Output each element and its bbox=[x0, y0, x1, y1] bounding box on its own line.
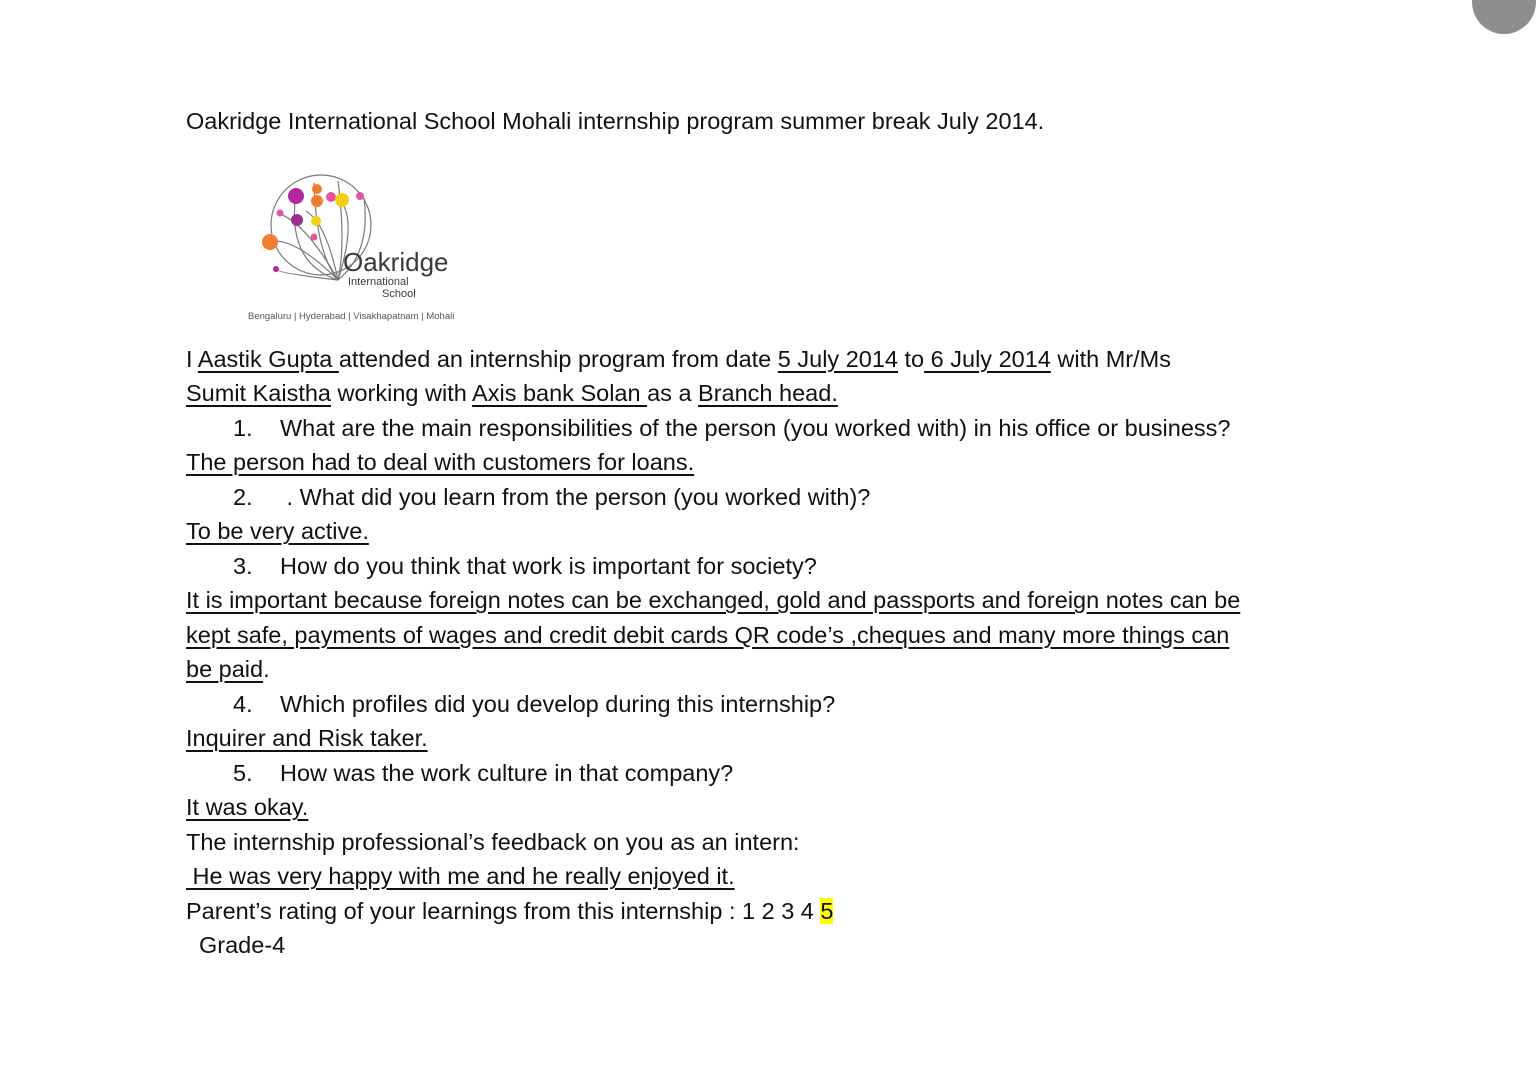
student-name: Aastik Gupta bbox=[197, 345, 339, 372]
rating-selected: 5 bbox=[820, 897, 834, 924]
answer-4 bbox=[186, 721, 1386, 756]
date-from: 5 July 2014 bbox=[777, 345, 898, 372]
grade-label: Grade-4 bbox=[199, 932, 286, 958]
answer-5 bbox=[186, 790, 1386, 825]
answer-text: be paid bbox=[186, 656, 264, 682]
document-body bbox=[186, 104, 1386, 963]
feedback-answer bbox=[186, 859, 1386, 894]
intro-text: to bbox=[897, 345, 925, 372]
question-number: 5. bbox=[233, 759, 253, 786]
question-text: How was the work culture in that company? bbox=[280, 759, 734, 786]
answer-2 bbox=[186, 514, 1386, 549]
answer-text: To be very active. bbox=[186, 518, 369, 544]
question-5 bbox=[186, 756, 1386, 791]
intro-text: attended an internship program from date bbox=[338, 345, 778, 372]
question-1 bbox=[186, 411, 1386, 446]
date-to: 6 July 2014 bbox=[924, 345, 1051, 372]
question-number: 3. bbox=[233, 552, 253, 579]
school-logo bbox=[186, 143, 486, 338]
question-4 bbox=[186, 687, 1386, 722]
rating-label: Parent’s rating of your learnings from this internship : 1 2 3 4 bbox=[186, 897, 821, 924]
corner-circle bbox=[1472, 0, 1536, 34]
intro-line-1 bbox=[186, 342, 1386, 377]
answer-text: It was okay. bbox=[186, 794, 309, 820]
answer-3-line-2 bbox=[186, 618, 1386, 653]
answer-text: He was very happy with me and he really enjoyed it. bbox=[186, 863, 735, 889]
feedback-label: The internship professional’s feedback on you as an intern: bbox=[186, 828, 800, 855]
mentor-name: Sumit Kaistha bbox=[186, 380, 331, 406]
document-heading: Oakridge International School Mohali internship program summer break July 2014. bbox=[186, 108, 1045, 134]
parent-rating bbox=[186, 894, 1386, 929]
answer-text: Inquirer and Risk taker. bbox=[186, 725, 428, 751]
question-text: What are the main responsibilities of the person (you worked with) in his office or business? bbox=[280, 414, 1231, 441]
intro-text: as a bbox=[647, 380, 699, 406]
answer-3-line-3 bbox=[186, 652, 1386, 687]
logo-globe-graphic bbox=[186, 143, 486, 338]
answer-text: The person had to deal with customers for loans. bbox=[186, 449, 695, 475]
question-number: 2. bbox=[233, 483, 253, 510]
mentor-role: Branch head. bbox=[698, 380, 838, 406]
logo-subtitle-school: School bbox=[382, 287, 416, 300]
intro-text: working with bbox=[330, 380, 473, 406]
question-number: 1. bbox=[233, 414, 253, 441]
intro-text: I bbox=[186, 345, 198, 372]
answer-text: . bbox=[263, 656, 270, 682]
question-number: 4. bbox=[233, 690, 253, 717]
answer-3-line-1 bbox=[186, 583, 1386, 618]
question-text: Which profiles did you develop during this internship? bbox=[280, 690, 836, 717]
answer-text: kept safe, payments of wages and credit debit cards QR code’s ,cheques and many more things can bbox=[186, 621, 1230, 648]
intro-line-2 bbox=[186, 376, 1386, 411]
logo-subtitle-international: International bbox=[348, 275, 409, 288]
company-name: Axis bank Solan bbox=[472, 380, 648, 406]
question-text: How do you think that work is important for society? bbox=[280, 552, 817, 579]
question-2 bbox=[186, 480, 1386, 515]
question-text: . What did you learn from the person (you worked with)? bbox=[280, 483, 871, 510]
answer-1 bbox=[186, 445, 1386, 480]
logo-cities: Bengaluru | Hyderabad | Visakhapatnam | Mohali bbox=[248, 310, 455, 322]
intro-text: with Mr/Ms bbox=[1050, 345, 1171, 372]
answer-text: It is important because foreign notes can be exchanged, gold and passports and foreign notes can be bbox=[186, 587, 1241, 613]
logo-name: Oakridge bbox=[343, 246, 449, 277]
question-3 bbox=[186, 549, 1386, 584]
